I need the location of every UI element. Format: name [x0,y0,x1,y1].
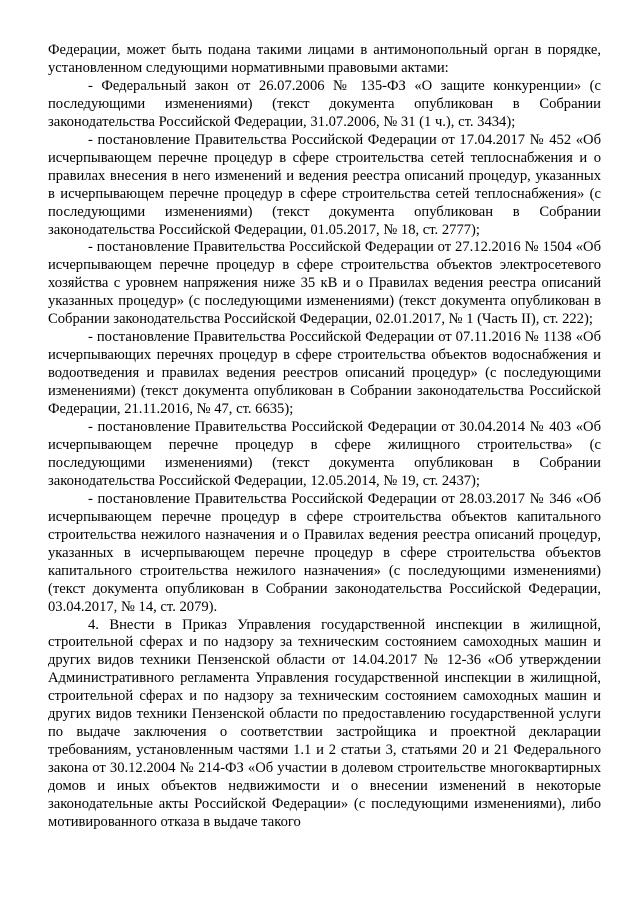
list-item-federal-law-135: - Федеральный закон от 26.07.2006 № 135-ФЗ «О защите конкуренции» (с последующими изменениями) (текст документа опубликован в Собрании законодательства Российской Федерации, 31.07.2006, № 31 (1 ч.), ст. 3434); [48,77,601,130]
list-item-resolution-452: - постановление Правительства Российской Федерации от 17.04.2017 № 452 «Об исчерпывающем перечне процедур в сфере строительства сетей теплоснабжения и о правилах внесения в него изменений и ведения реестра описаний процедур, указанных в исчерпывающем перечне процедур в сфере строительства сетей теплоснабжения» (с последующими изменениями) (текст документа опубликован в Собрании законодательства Российской Федерации, 01.05.2017, № 18, ст. 2777); [48,131,601,238]
list-item-resolution-403: - постановление Правительства Российской Федерации от 30.04.2014 № 403 «Об исчерпывающем перечне процедур в сфере жилищного строительства» (с последующими изменениями) (текст документа опубликован в Собрании законодательства Российской Федерации, 12.05.2014, № 19, ст. 2437); [48,419,601,489]
paragraph-item-4: 4. Внести в Приказ Управления государственной инспекции в жилищной, строительной сферах и по надзору за техническим состоянием самоходных машин и других видов техники Пензенской области от 14.04.2017 № 12-36 «Об утверждении Административного регламента Управления государственной инспекции в жилищной, строительной сферах и по надзору за техническим состоянием самоходных машин и других видов техники Пензенской области по предоставлению государственной услуги по выдаче заключения о соответствии застройщика и проектной декларации требованиям, установленным частями 1.1 и 2 статьи 3, статьями 20 и 21 Федерального закона от 30.12.2004 № 214-ФЗ «Об участии в долевом строительстве многоквартирных домов и иных объектов недвижимости и о внесении изменений в некоторые законодательные акты Российской Федерации» (с последующими изменениями), либо мотивированного отказа в выдаче такого [48,616,601,830]
list-item-resolution-1504: - постановление Правительства Российской Федерации от 27.12.2016 № 1504 «Об исчерпывающем перечне процедур в сфере строительства объектов электросетевого хозяйства с уровнем напряжения ниже 35 кВ и о Правилах ведения реестра описаний указанных процедур» (с последующими изменениями) (текст документа опубликован в Собрании законодательства Российской Федерации, 02.01.2017, № 1 (Часть II), ст. 222); [48,239,601,328]
paragraph-intro: Федерации, может быть подана такими лицами в антимонопольный орган в порядке, установленном следующими нормативными правовыми актами: [48,42,601,76]
list-item-resolution-346: - постановление Правительства Российской Федерации от 28.03.2017 № 346 «Об исчерпывающем перечне процедур в сфере строительства объектов капитального строительства нежилого назначения и о Правилах ведения реестра описаний процедур, указанных в исчерпывающем перечне процедур в сфере строительства объектов капитального строительства нежилого назначения» (с последующими изменениями) (текст документа опубликован в Собрании законодательства Российской Федерации, 03.04.2017, № 14, ст. 2079). [48,490,601,615]
document-page [48,42,601,832]
list-item-resolution-1138: - постановление Правительства Российской Федерации от 07.11.2016 № 1138 «Об исчерпывающих перечнях процедур в сфере строительства объектов водоснабжения и водоотведения и правилах ведения реестров описаний процедур» (с последующими изменениями) (текст документа опубликован в Собрании законодательства Российской Федерации, 21.11.2016, № 47, ст. 6635); [48,329,601,418]
